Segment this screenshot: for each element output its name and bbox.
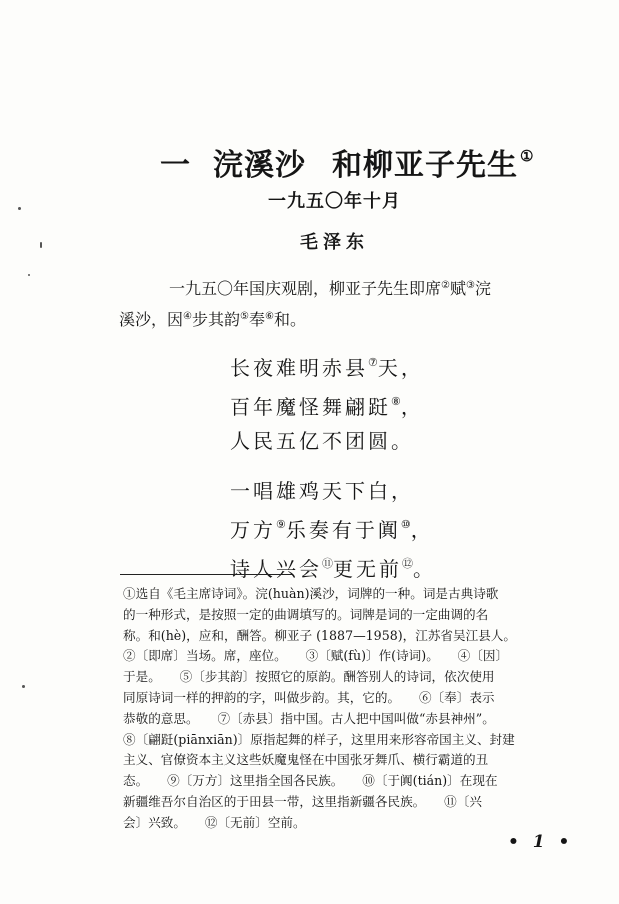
- footnote-line: 于是。 ⑤〔步其韵〕按照它的原韵。酬答别人的诗词，依次使用: [123, 669, 495, 685]
- footnote-line: 称。和(hè)，应和，酬答。柳亚子 (1887—1958)，江苏省吴江县人。: [123, 627, 516, 643]
- footnote-line: 主义、官僚资本主义这些妖魔鬼怪在中国张牙舞爪、横行霸道的丑: [123, 752, 489, 768]
- footnote-marker: ⑧: [391, 395, 401, 408]
- footnote-marker: ⑩: [400, 518, 411, 531]
- poem-date: 一九五〇年十月: [268, 191, 401, 212]
- poem-line: 人民五亿不团圆。: [230, 429, 414, 453]
- footnote-marker: ③: [466, 280, 475, 291]
- footnote-divider: [120, 574, 292, 575]
- footnote-marker: ⑪: [322, 557, 333, 570]
- footnotes: [123, 584, 583, 834]
- footnote-line: 态。 ⑨〔万方〕这里指全国各民族。 ⑩〔于阗(tián)〕在现在: [123, 773, 498, 789]
- footnote-line: 恭敬的意思。 ⑦〔赤县〕指中国。古人把中国叫做“赤县神州”。: [123, 710, 495, 726]
- poem-line: 长夜难明赤县⑦天，: [230, 356, 424, 380]
- poem-line: 诗人兴会⑪更无前⑫。: [230, 557, 436, 581]
- preface-line: 一九五〇年国庆观剧，柳亚子先生即席②赋③浣: [169, 279, 491, 298]
- footnote-line: 同原诗词一样的押韵的字，叫做步韵。其，它的。 ⑥〔奉〕表示: [123, 689, 495, 705]
- footnote-line: ①选自《毛主席诗词》。浣(huàn)溪沙，词牌的一种。词是古典诗歌: [123, 586, 499, 601]
- poem-author: 毛泽东: [300, 232, 369, 253]
- footnote-marker: ⑦: [368, 356, 378, 369]
- page-number: • 1 •: [508, 832, 574, 852]
- poem-line: 百年魔怪舞翩跹⑧，: [230, 395, 424, 419]
- footnote-line: ⑧〔翩跹(piānxiān)〕原指起舞的样子，这里用来形容帝国主义、封建: [123, 731, 515, 747]
- scan-speck: [40, 242, 42, 248]
- footnote-marker: ⑨: [276, 518, 286, 531]
- poem-line: 一唱雄鸡天下白，: [230, 479, 414, 503]
- title-tune-name: 浣溪沙: [213, 148, 306, 183]
- scan-speck: [22, 685, 25, 688]
- footnote-line: 会〕兴致。 ⑫〔无前〕空前。: [123, 814, 306, 830]
- title-number: 一: [160, 148, 191, 183]
- footnote-marker: ⑫: [402, 557, 413, 570]
- page-number-value: 1: [532, 832, 549, 852]
- poem-stanza-1: [230, 346, 424, 458]
- footnote-line: ②〔即席〕当场。席，座位。 ③〔赋(fù)〕作(诗词)。 ④〔因〕: [123, 648, 509, 664]
- footnote-marker: ②: [441, 280, 450, 291]
- title-footnote-ref: ①: [520, 147, 535, 165]
- footnote-line: 的一种形式，是按照一定的曲调填写的。词牌是词的一定曲调的名: [123, 606, 489, 622]
- scan-speck: [28, 274, 30, 276]
- page-title: [160, 140, 560, 184]
- footnote-marker: ⑥: [264, 311, 274, 322]
- preface: [119, 272, 559, 334]
- preface-line: 溪沙，因④步其韵⑤奉⑥和。: [119, 310, 306, 329]
- footnote-marker: ④: [183, 311, 192, 322]
- footnote-marker: ⑤: [240, 311, 249, 322]
- scan-speck: [18, 207, 21, 210]
- poem-line: 万方⑨乐奏有于阗⑩，: [230, 518, 434, 542]
- title-subtitle: 和柳亚子先生: [332, 148, 518, 183]
- poem-stanza-2: [230, 474, 436, 586]
- footnote-line: 新疆维吾尔自治区的于田县一带，这里指新疆各民族。 ⑪〔兴: [123, 793, 482, 809]
